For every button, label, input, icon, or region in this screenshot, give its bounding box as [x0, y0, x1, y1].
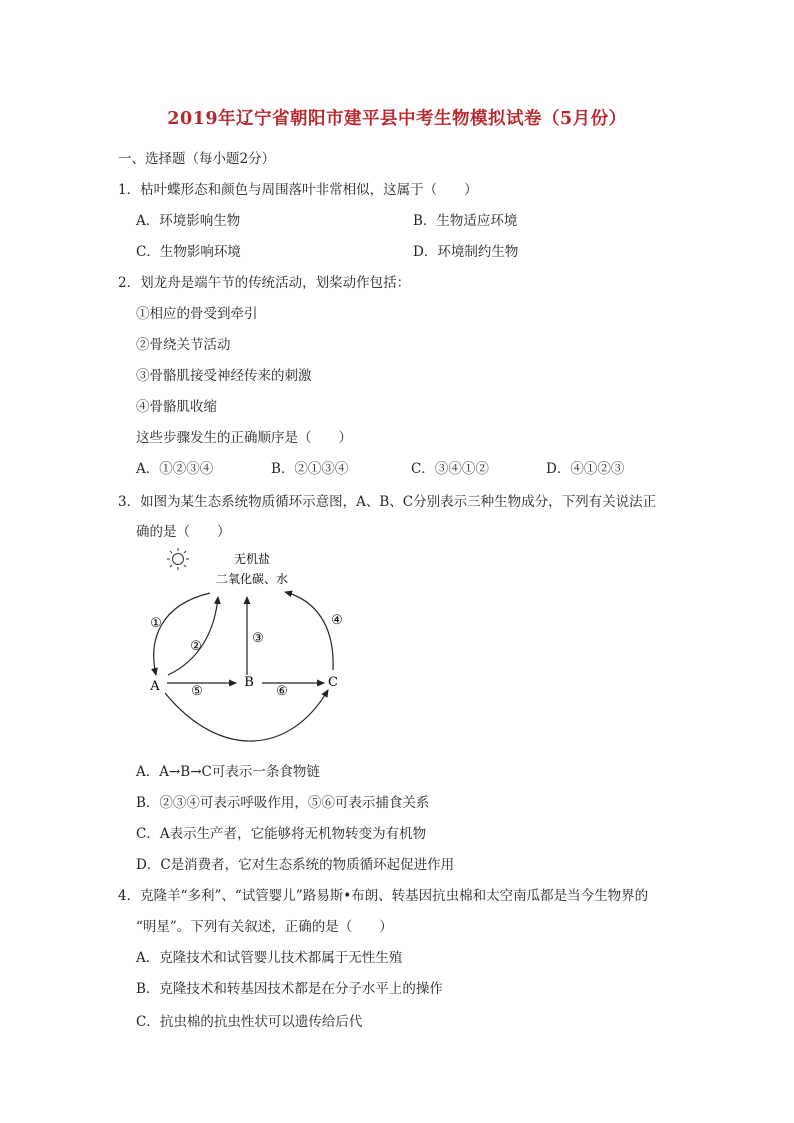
q3-option-a[interactable]: A．A→B→C可表示一条食物链	[136, 764, 320, 780]
q2-ask: 这些步骤发生的正确顺序是（ ）	[136, 430, 352, 446]
q1-option-c[interactable]: C．生物影响环境	[136, 244, 241, 260]
q1-option-b[interactable]: B．生物适应环境	[413, 213, 518, 229]
q4-stem-line1: 4．克隆羊“多利”、“试管婴儿”路易斯•布朗、转基因抗虫棉和太空南瓜都是当今生物界的	[118, 888, 649, 904]
q1-stem: 1．枯叶蝶形态和颜色与周围落叶非常相似，这属于（ ）	[118, 182, 478, 198]
q2-step-4: ④骨骼肌收缩	[136, 399, 217, 415]
label-1: ①	[150, 616, 162, 631]
label-4: ④	[331, 613, 343, 628]
q2-option-b[interactable]: B．②①③④	[271, 461, 349, 477]
node-a: A	[150, 679, 160, 694]
q2-option-a[interactable]: A．①②③④	[136, 461, 214, 477]
arrow-a-to-c	[165, 690, 328, 741]
node-b: B	[244, 675, 254, 690]
ecosystem-cycle-diagram	[130, 545, 370, 750]
q3-option-d[interactable]: D．C是消费者，它对生态系统的物质循环起促进作用	[136, 857, 455, 873]
q3-stem-line1: 3．如图为某生态系统物质循环示意图，A、B、C分别表示三种生物成分，下列有关说法正	[118, 494, 657, 510]
q2-stem: 2．划龙舟是端午节的传统活动，划桨动作包括：	[118, 275, 411, 291]
sun-icon	[167, 548, 189, 570]
label-3: ③	[252, 631, 264, 646]
q1-option-a[interactable]: A．环境影响生物	[136, 213, 241, 229]
q4-stem-line2: “明星”。下列有关叙述，正确的是（ ）	[136, 919, 393, 935]
label-5: ⑤	[191, 684, 203, 699]
q2-option-d[interactable]: D．④①②③	[546, 461, 625, 477]
q2-step-2: ②骨绕关节活动	[136, 337, 231, 353]
node-c: C	[328, 675, 338, 690]
q3-stem-line2: 确的是（ ）	[136, 524, 231, 540]
label-inorganic-salt: 无机盐	[233, 552, 271, 566]
q2-option-c[interactable]: C．③④①②	[411, 461, 489, 477]
label-co2-water: 二氧化碳、水	[215, 572, 289, 586]
q4-option-b[interactable]: B．克隆技术和转基因技术都是在分子水平上的操作	[136, 981, 443, 997]
q4-option-c[interactable]: C．抗虫棉的抗虫性状可以遗传给后代	[136, 1014, 363, 1030]
q3-option-c[interactable]: C．A表示生产者，它能够将无机物转变为有机物	[136, 826, 427, 842]
label-2: ②	[190, 639, 202, 654]
arrow-4	[285, 592, 333, 670]
q1-option-d[interactable]: D．环境制约生物	[413, 244, 519, 260]
q3-option-b[interactable]: B．②③④可表示呼吸作用，⑤⑥可表示捕食关系	[136, 795, 430, 811]
exam-title: 2019年辽宁省朝阳市建平县中考生物模拟试卷（5月份）	[167, 109, 627, 129]
label-6: ⑥	[276, 684, 288, 699]
q2-step-3: ③骨骼肌接受神经传来的刺激	[136, 368, 312, 384]
q4-option-a[interactable]: A．克隆技术和试管婴儿技术都属于无性生殖	[136, 950, 403, 966]
arrow-1	[154, 593, 210, 675]
q2-step-1: ①相应的骨受到牵引	[136, 306, 258, 322]
section-heading: 一、选择题（每小题2分）	[118, 151, 276, 167]
